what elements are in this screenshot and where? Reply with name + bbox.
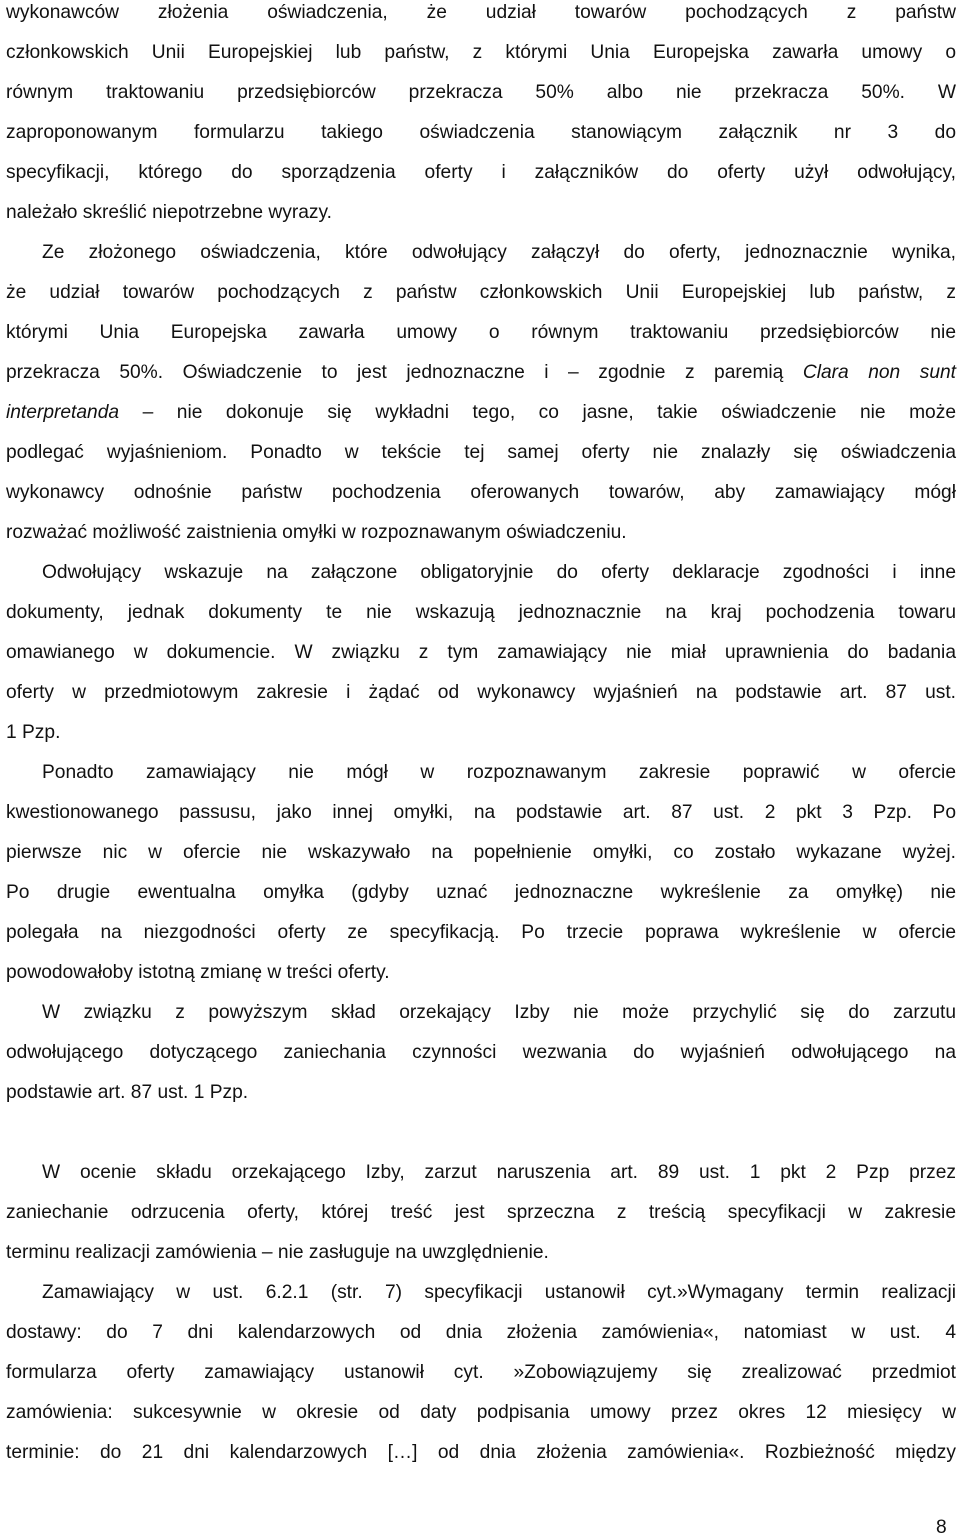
text-line: pierwsze nic w ofercie nie wskazywało na popełnienie omyłki, co zostało wykazane wyżej. [6, 842, 956, 863]
text-line: członkowskich Unii Europejskiej lub państw, z którymi Unia Europejska zawarła umowy o [6, 42, 956, 63]
text-line: dokumenty, jednak dokumenty te nie wskazują jednoznacznie na kraj pochodzenia towaru [6, 602, 956, 623]
text-line: terminie: do 21 dni kalendarzowych […] od dnia złożenia zamówienia«. Rozbieżność między [6, 1442, 956, 1463]
latin-maxim-italic: interpretanda [6, 402, 120, 423]
text-line: Zamawiający w ust. 6.2.1 (str. 7) specyfikacji ustanowił cyt.»Wymagany termin realizacji [42, 1282, 956, 1303]
text-line: W ocenie składu orzekającego Izby, zarzut naruszenia art. 89 ust. 1 pkt 2 Pzp przez [42, 1162, 956, 1183]
text-line: formularza oferty zamawiający ustanowił cyt. »Zobowiązujemy się zrealizować przedmiot [6, 1362, 956, 1383]
text-line: specyfikacji, którego do sporządzenia oferty i załączników do oferty użył odwołujący, [6, 162, 956, 183]
latin-maxim-italic: Clara non sunt [802, 362, 956, 383]
text-line: Po drugie ewentualna omyłka (gdyby uznać jednoznaczne wykreślenie za omyłkę) nie [6, 882, 956, 903]
page-number: 8 [936, 1517, 947, 1538]
text-line: którymi Unia Europejska zawarła umowy o równym traktowaniu przedsiębiorców nie [6, 322, 956, 343]
text-line: kwestionowanego passusu, jako innej omyłki, na podstawie art. 87 ust. 2 pkt 3 Pzp. Po [6, 802, 956, 823]
text-line: podstawie art. 87 ust. 1 Pzp. [6, 1082, 249, 1103]
text-line: zaproponowanym formularzu takiego oświadczenia stanowiącym załącznik nr 3 do [6, 122, 956, 143]
text-line: równym traktowaniu przedsiębiorców przekracza 50% albo nie przekracza 50%. W [6, 82, 956, 103]
text-line: należało skreślić niepotrzebne wyrazy. [6, 202, 332, 223]
text-line: że udział towarów pochodzących z państw członkowskich Unii Europejskiej lub państw, z [6, 282, 956, 303]
text-line: 1 Pzp. [6, 722, 61, 743]
text-line: wykonawców złożenia oświadczenia, że udział towarów pochodzących z państw [6, 2, 956, 23]
text-line: zamówienia: sukcesywnie w okresie od daty podpisania umowy przez okres 12 miesięcy w [6, 1402, 956, 1423]
text-line: Ponadto zamawiający nie mógł w rozpoznawanym zakresie poprawić w ofercie [42, 762, 956, 783]
text-line: rozważać możliwość zaistnienia omyłki w rozpoznawanym oświadczeniu. [6, 522, 627, 543]
text-line: polegała na niezgodności oferty ze specyfikacją. Po trzecie poprawa wykreślenie w ofercie [6, 922, 956, 943]
text-line: omawianego w dokumencie. W związku z tym zamawiający nie miał uprawnienia do badania [6, 642, 956, 663]
text-line: powodowałoby istotną zmianę w treści oferty. [6, 962, 390, 983]
text-line: Odwołujący wskazuje na załączone obligatoryjnie do oferty deklaracje zgodności i inne [42, 562, 956, 583]
text-line: oferty w przedmiotowym zakresie i żądać od wykonawcy wyjaśnień na podstawie art. 87 ust. [6, 682, 956, 703]
text-line: zaniechanie odrzucenia oferty, której treść jest sprzeczna z treścią specyfikacji w zakresie [6, 1202, 956, 1223]
text-line: terminu realizacji zamówienia – nie zasługuje na uwzględnienie. [6, 1242, 549, 1263]
text-span: przekracza 50%. Oświadczenie to jest jednoznaczne i – zgodnie z paremią [6, 362, 803, 383]
text-line: dostawy: do 7 dni kalendarzowych od dnia złożenia zamówienia«, natomiast w ust. 4 [6, 1322, 956, 1343]
text-line: odwołującego dotyczącego zaniechania czynności wezwania do wyjaśnień odwołującego na [6, 1042, 956, 1063]
text-line: Ze złożonego oświadczenia, które odwołujący załączył do oferty, jednoznacznie wynika, [42, 242, 956, 263]
text-line: wykonawcy odnośnie państw pochodzenia oferowanych towarów, aby zamawiający mógł [6, 482, 956, 503]
text-line [6, 393, 956, 433]
text-line [6, 353, 956, 393]
text-span: – nie dokonuje się wykładni tego, co jasne, takie oświadczenie nie może [119, 402, 956, 423]
text-line: podlegać wyjaśnieniom. Ponadto w tekście tej samej oferty nie znalazły się oświadczenia [6, 442, 956, 463]
text-line: W związku z powyższym skład orzekający Izby nie może przychylić się do zarzutu [42, 1002, 956, 1023]
